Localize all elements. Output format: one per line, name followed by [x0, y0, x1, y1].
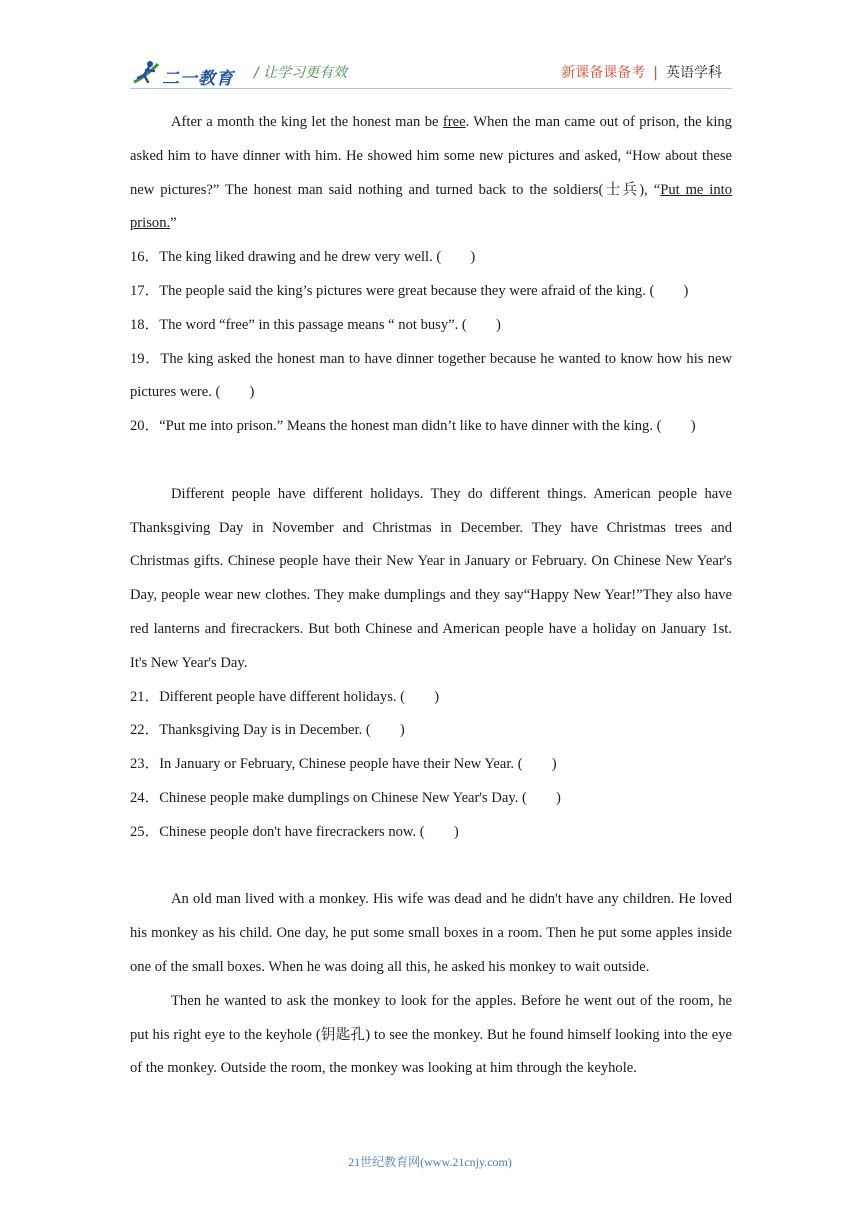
- header-separator: |: [653, 65, 658, 81]
- spacer: [130, 444, 732, 478]
- question-item: 16．The king liked drawing and he drew very well. ( ): [130, 249, 476, 266]
- question-item: 20．“Put me into prison.” Means the honest man didn’t like to have dinner with the king. ( ): [130, 418, 696, 435]
- page-header: [130, 56, 730, 92]
- passage-paragraph: Different people have different holidays. They do different things. American people have Thanksgiving Day in November and Christmas in December. They have Christmas trees and Christmas gifts. Chinese people have their New Year in January or February. On Chinese New Year's Day, people wear new clothes. They make dumplings and they say“Happy New Year!”They also have red lanterns and firecrackers. But both Chinese and American people have a holiday on January 1st. It's New Year's Day.: [130, 485, 732, 671]
- question-item: 21．Different people have different holidays. ( ): [130, 688, 440, 705]
- text-run: ”: [170, 215, 177, 232]
- question-item: 23．In January or February, Chinese people have their New Year. ( ): [130, 756, 557, 773]
- underlined-phrase: Put me into prison.: [130, 181, 733, 232]
- header-subject-label: 英语学科: [666, 65, 722, 81]
- question-item: 18．The word “free” in this passage means “ not busy”. ( ): [130, 316, 501, 333]
- question-item: 22．Thanksgiving Day is in December. ( ): [130, 722, 405, 739]
- text-run: . When the man came out of prison, the king asked him to have dinner with him. He showed him some new pictures and asked, “How about these new pictures?” The honest man said nothing and turned back to the soldiers(士兵), “: [130, 114, 732, 198]
- question-item: 19．The king asked the honest man to have dinner together because he wanted to know how his new pictures were. ( ): [130, 350, 732, 401]
- header-divider: [130, 88, 732, 89]
- slogan: / 让学习更有效: [254, 65, 348, 81]
- header-tagline: 新课备课备考: [561, 65, 646, 81]
- running-man-icon: [130, 58, 162, 90]
- question-item: 25．Chinese people don't have firecrackers now. ( ): [130, 823, 459, 840]
- underlined-word: free: [442, 114, 466, 130]
- logo-text: 二一教育: [162, 69, 234, 89]
- question-item: 24．Chinese people make dumplings on Chinese New Year's Day. ( ): [130, 789, 561, 806]
- header-subject: [561, 62, 722, 82]
- logo: [130, 58, 240, 90]
- passage-paragraph: An old man lived with a monkey. His wife was dead and he didn't have any children. He loved his monkey as his child. One day, he put some small boxes in a room. Then he put some apples inside one of the small boxes. When he was doing all this, he asked his monkey to wait outside.: [130, 891, 732, 975]
- spacer: [130, 850, 732, 884]
- page-footer: 21世纪教育网(www.21cnjy.com): [348, 1155, 512, 1169]
- text-run: After a month the king let the honest man be: [171, 114, 443, 130]
- passage-paragraph: [130, 106, 732, 241]
- document-body: [130, 106, 732, 1086]
- question-item: 17．The people said the king’s pictures were great because they were afraid of the king. ( ): [130, 282, 689, 299]
- passage-paragraph: Then he wanted to ask the monkey to look for the apples. Before he went out of the room, he put his right eye to the keyhole (钥匙孔) to see the monkey. But he found himself looking into the eye of the monkey. Outside the room, the monkey was looking at him through the keyhole.: [130, 992, 732, 1077]
